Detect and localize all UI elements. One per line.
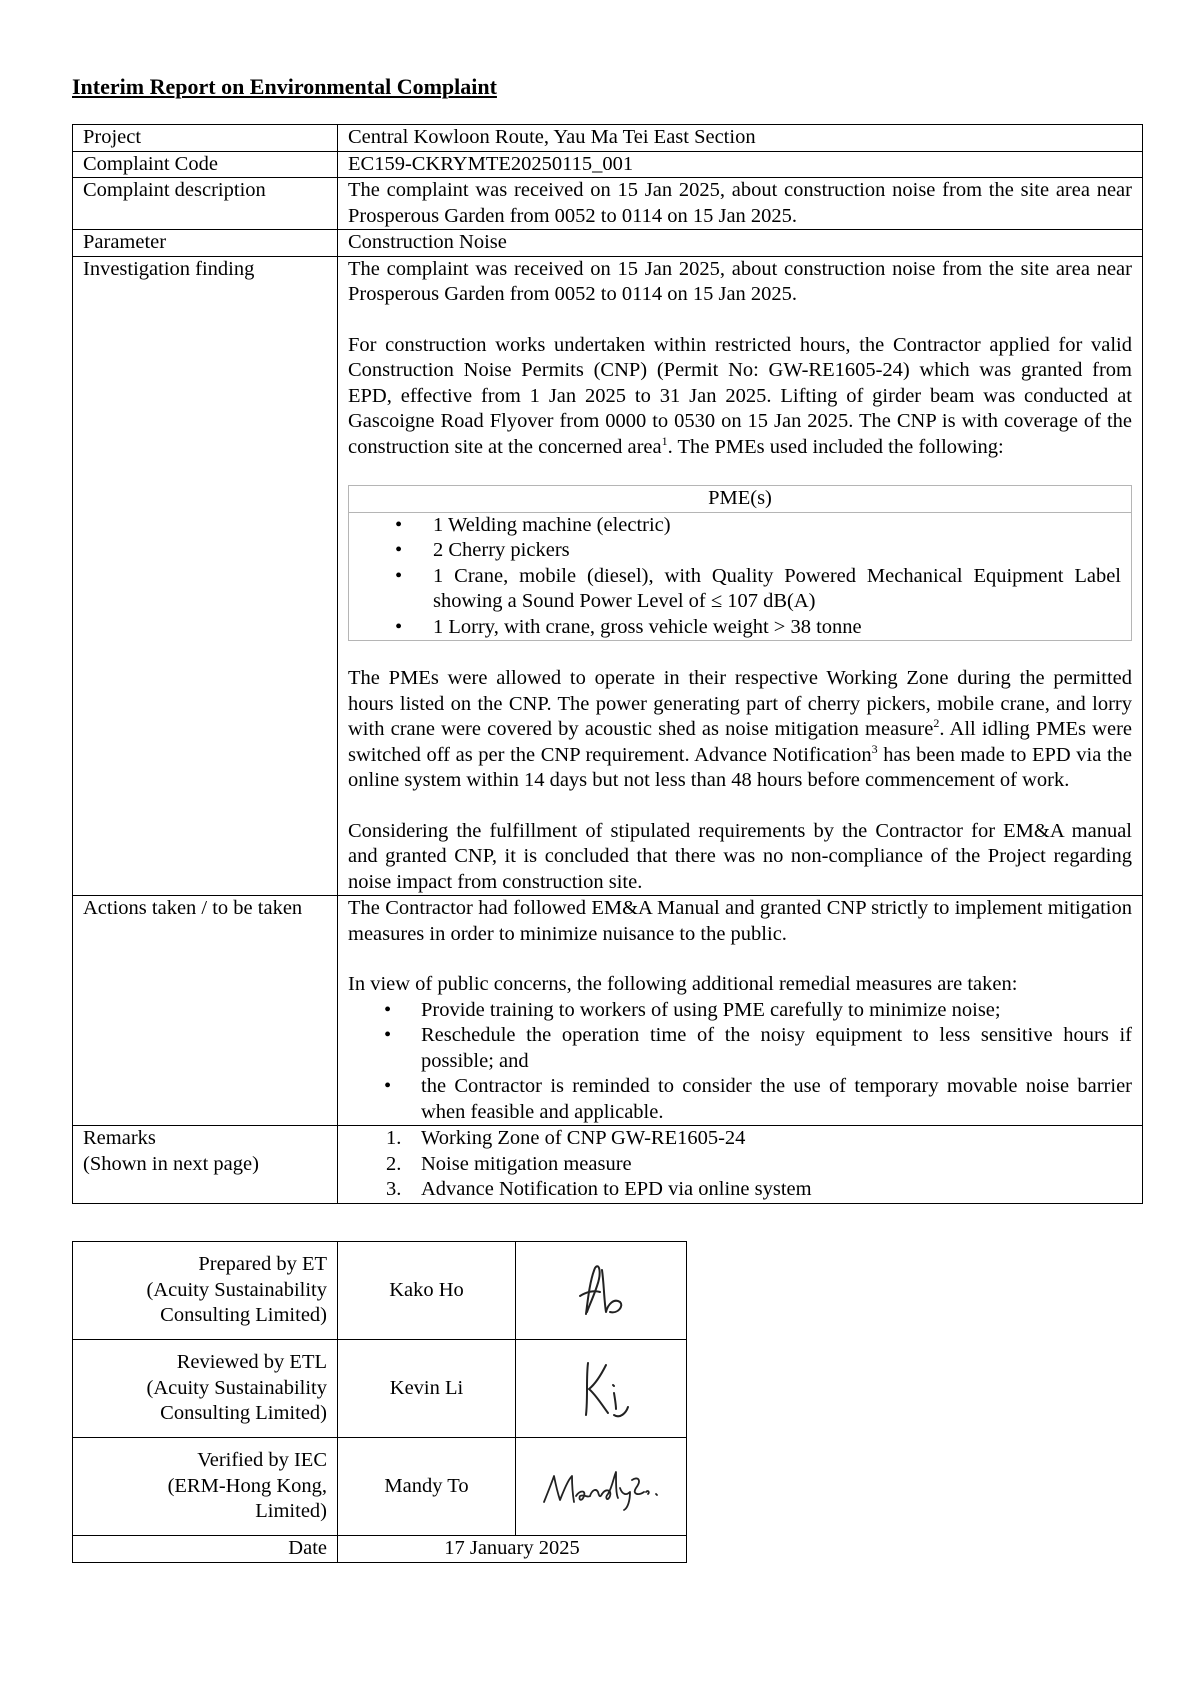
actions-paragraph-1: The Contractor had followed EM&A Manual and granted CNP strictly to implement mitigation measures in order to minimize nuisance to the public. bbox=[348, 897, 1132, 945]
complaint-description-label: Complaint description bbox=[73, 178, 338, 230]
signoff-role: Reviewed by ETL (Acuity Sustainability Consulting Limited) bbox=[73, 1340, 338, 1438]
parameter-label: Parameter bbox=[73, 230, 338, 257]
remark-item: 2. Noise mitigation measure bbox=[386, 1152, 632, 1175]
pme-item: • 1 Lorry, with crane, gross vehicle weight > 38 tonne bbox=[349, 615, 1131, 641]
finding-paragraph-3: The PMEs were allowed to operate in their respective Working Zone during the permitted hours listed on the CNP. The power generating part of cherry pickers, mobile crane, and lorry with crane were covered by acoustic shed as noise mitigation measure$^2$. All idling PMEs were switched off as per the CNP requirement. Advance Notification$^3$ has been made to EPD via the online system within 14 days but not less than 48 hours before commencement of work. bbox=[348, 667, 1133, 791]
complaint-table bbox=[72, 124, 1143, 1204]
date-value: 17 January 2025 bbox=[338, 1536, 687, 1563]
report-title: Interim Report on Environmental Complaint bbox=[72, 74, 497, 99]
remark-item: 1. Working Zone of CNP GW-RE1605-24 bbox=[386, 1127, 746, 1149]
complaint-code-row bbox=[73, 151, 1143, 178]
complaint-description-row bbox=[73, 178, 1143, 230]
pme-item: • 1 Crane, mobile (diesel), with Quality Powered Mechanical Equipment Label showing a Sound Power Level of ≤ 107 dB(A) bbox=[349, 564, 1131, 615]
footnote-ref-3: 3 bbox=[871, 741, 878, 756]
pme-table bbox=[348, 485, 1132, 641]
pme-header: PME(s) bbox=[349, 486, 1131, 513]
remarks-content bbox=[338, 1126, 1143, 1204]
pme-item: • 2 Cherry pickers bbox=[349, 538, 1131, 564]
actions-row bbox=[73, 896, 1143, 1126]
finding-paragraph-1: The complaint was received on 15 Jan 2025, about construction noise from the site area near Prosperous Garden from 0052 to 0114 on 15 Jan 2025. bbox=[348, 257, 1132, 305]
signer-name: Kevin Li bbox=[338, 1340, 516, 1438]
complaint-code-value: EC159-CKRYMTE20250115_001 bbox=[338, 151, 1143, 178]
remarks-row bbox=[73, 1126, 1143, 1204]
signoff-table bbox=[72, 1241, 687, 1563]
signature-image bbox=[516, 1438, 687, 1536]
pme-list bbox=[349, 513, 1131, 641]
signoff-row-verified bbox=[73, 1438, 687, 1536]
finding-paragraph-2: For construction works undertaken within restricted hours, the Contractor applied for valid Construction Noise Permits (CNP) (Permit No: GW-RE1605-24) which was granted from EPD, effective from 1 Jan 2025 to 31 Jan 2025. Lifting of girder beam was conducted at Gascoigne Road Flyover from 0000 to 0530 on 15 Jan 2025. The CNP is with coverage of the construction site at the concerned area$^1$. The PMEs used included the following: bbox=[348, 333, 1132, 458]
investigation-finding-row bbox=[73, 256, 1143, 896]
remedial-measure-item: • Provide training to workers of using PME carefully to minimize noise; bbox=[348, 998, 1132, 1024]
remark-item: 3. Advance Notification to EPD via online system bbox=[386, 1178, 812, 1200]
parameter-row bbox=[73, 230, 1143, 257]
signer-name: Kako Ho bbox=[338, 1242, 516, 1340]
footnote-ref-1: 1 bbox=[661, 433, 668, 448]
date-label: Date bbox=[73, 1536, 338, 1563]
finding-paragraph-4: Considering the fulfillment of stipulated requirements by the Contractor for EM&A manual and granted CNP, it is concluded that there was no non-compliance of the Project regarding noise impact from construction site. bbox=[348, 819, 1132, 893]
investigation-finding-label: Investigation finding bbox=[73, 256, 338, 896]
investigation-finding-content bbox=[338, 256, 1143, 896]
pme-item: • 1 Welding machine (electric) bbox=[349, 513, 1131, 539]
signoff-role: Verified by IEC (ERM-Hong Kong, Limited) bbox=[73, 1438, 338, 1536]
project-label: Project bbox=[73, 125, 338, 152]
signature-image bbox=[516, 1340, 687, 1438]
project-value: Central Kowloon Route, Yau Ma Tei East Section bbox=[338, 125, 1143, 152]
actions-paragraph-2: In view of public concerns, the following additional remedial measures are taken: bbox=[348, 973, 1018, 995]
remarks-sublabel: (Shown in next page) bbox=[83, 1152, 259, 1175]
remarks-label-cell bbox=[73, 1126, 338, 1204]
project-row bbox=[73, 125, 1143, 152]
remarks-label: Remarks bbox=[83, 1127, 156, 1149]
parameter-value: Construction Noise bbox=[338, 230, 1143, 257]
remedial-measure-item: • Reschedule the operation time of the noisy equipment to less sensitive hours if possible; and bbox=[348, 1023, 1132, 1074]
remedial-measures-list bbox=[348, 998, 1132, 1126]
signer-name: Mandy To bbox=[338, 1438, 516, 1536]
signature-image bbox=[516, 1242, 687, 1340]
actions-content bbox=[338, 896, 1143, 1126]
signoff-row-prepared bbox=[73, 1242, 687, 1340]
footnote-ref-2: 2 bbox=[933, 716, 940, 731]
date-row bbox=[73, 1536, 687, 1563]
actions-label: Actions taken / to be taken bbox=[73, 896, 338, 1126]
signoff-row-reviewed bbox=[73, 1340, 687, 1438]
complaint-description-value: The complaint was received on 15 Jan 2025, about construction noise from the site area near Prosperous Garden from 0052 to 0114 on 15 Jan 2025. bbox=[338, 178, 1143, 230]
signoff-role: Prepared by ET (Acuity Sustainability Consulting Limited) bbox=[73, 1242, 338, 1340]
complaint-code-label: Complaint Code bbox=[73, 151, 338, 178]
remarks-list bbox=[348, 1126, 1132, 1203]
remedial-measure-item: • the Contractor is reminded to consider the use of temporary movable noise barrier when feasible and applicable. bbox=[348, 1074, 1132, 1125]
